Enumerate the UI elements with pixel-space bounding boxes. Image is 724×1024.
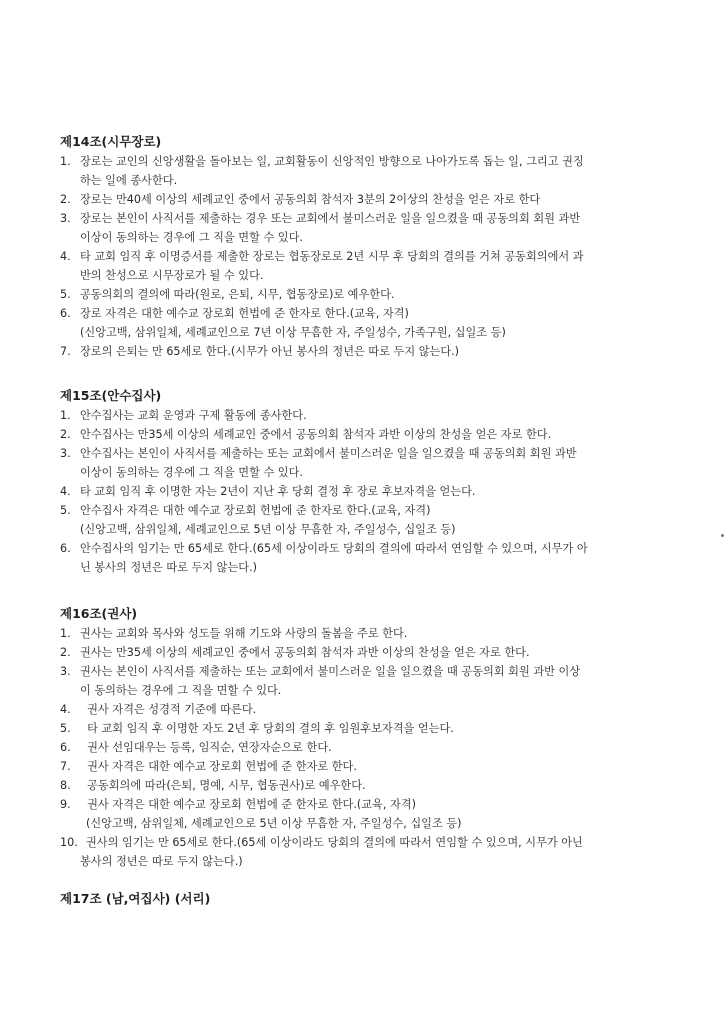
article-16 <box>60 604 700 871</box>
item-text: 안수집사는 교회 운영과 구제 활동에 종사한다. <box>80 409 307 422</box>
item-text: 안수집사 자격은 대한 예수교 장로회 헌법에 준 한자로 한다.(교육, 자격) <box>80 504 431 517</box>
item-text: 권사 자격은 대한 예수교 장로회 헌법에 준 한자로 한다. <box>80 760 357 773</box>
item-number: 7. <box>60 760 71 773</box>
item-number: 10. <box>60 836 78 849</box>
article-16-item-8 <box>60 776 700 795</box>
item-number: 6. <box>60 307 71 320</box>
item-number: 1. <box>60 627 71 640</box>
article-15-item-3 <box>60 444 700 482</box>
item-number: 5. <box>60 722 71 735</box>
item-number: 4. <box>60 703 71 716</box>
item-text: 안수집사는 본인이 사직서를 제출하는 또는 교회에서 불미스러운 일을 일으켰을 때 공동의회 회원 과반 <box>80 447 577 460</box>
article-14-item-2 <box>60 190 700 209</box>
item-text: 공동의회의 결의에 따라(원로, 은퇴, 시무, 협동장로)로 예우한다. <box>80 288 395 301</box>
item-text-continued: 이상이 동의하는 경우에 그 직을 면할 수 있다. <box>80 231 303 244</box>
item-text: 권사 자격은 대한 예수교 장로회 헌법에 준 한자로 한다.(교육, 자격) <box>80 798 416 811</box>
item-number: 3. <box>60 447 71 460</box>
article-16-item-5 <box>60 719 700 738</box>
article-15-item-5 <box>60 501 700 539</box>
article-16-item-3 <box>60 662 700 700</box>
article-16-item-2 <box>60 643 700 662</box>
item-text-continued: (신앙고백, 삼위일체, 세례교인으로 5년 이상 무흠한 자, 주일성수, 십일조 등) <box>80 523 456 536</box>
article-14-item-7 <box>60 342 700 361</box>
article-16-item-6 <box>60 738 700 757</box>
item-number: 6. <box>60 542 71 555</box>
article-14-item-4 <box>60 247 700 285</box>
item-number: 1. <box>60 409 71 422</box>
item-text: 안수집사의 임기는 만 65세로 한다.(65세 이상이라도 당회의 결의에 따라서 연임할 수 있으며, 시무가 아 <box>80 542 588 555</box>
article-17-title: 제17조 (남,여집사) (서리) <box>60 891 211 906</box>
article-14-item-1 <box>60 152 700 190</box>
item-number: 3. <box>60 212 71 225</box>
article-16-item-4 <box>60 700 700 719</box>
item-text-continued: 반의 찬성으로 시무장로가 될 수 있다. <box>80 269 264 282</box>
item-text: 권사는 교회와 목사와 성도들 위해 기도와 사랑의 돌봄을 주로 한다. <box>80 627 408 640</box>
item-text-continued: 닌 봉사의 정년은 따로 두지 않는다.) <box>80 561 258 574</box>
item-number: 4. <box>60 485 71 498</box>
item-text: 권사는 만35세 이상의 세례교인 중에서 공동의회 참석자 과반 이상의 찬성을 얻은 자로 한다. <box>80 646 530 659</box>
item-text: 안수집사는 만35세 이상의 세례교인 중에서 공동의회 참석자 과반 이상의 찬성을 얻은 자로 한다. <box>80 428 552 441</box>
article-14-item-5 <box>60 285 700 304</box>
item-text-continued: (신앙고백, 삼위일체, 세례교인으로 7년 이상 무흠한 자, 주일성수, 가족구원, 십일조 등) <box>80 326 506 339</box>
article-17 <box>60 889 700 909</box>
item-text-continued: 이 동의하는 경우에 그 직을 면할 수 있다. <box>80 684 282 697</box>
article-15-item-6 <box>60 539 700 577</box>
article-16-title: 제16조(권사) <box>60 606 138 621</box>
item-number: 7. <box>60 345 71 358</box>
article-15-item-1 <box>60 406 700 425</box>
item-number: 2. <box>60 646 71 659</box>
item-text-continued: 이상이 동의하는 경우에 그 직을 면할 수 있다. <box>80 466 303 479</box>
article-14-item-6 <box>60 304 700 342</box>
article-16-item-1 <box>60 624 700 643</box>
item-number: 4. <box>60 250 71 263</box>
item-text-continued: (신앙고백, 삼위일체, 세례교인으로 5년 이상 무흠한 자, 주일성수, 십일조 등) <box>86 817 462 830</box>
item-text-continued: 봉사의 정년은 따로 두지 않는다.) <box>80 855 243 868</box>
item-text: 장로는 만40세 이상의 세례교인 중에서 공동의회 참석자 3분의 2이상의 찬성을 얻은 자로 한다 <box>80 193 541 206</box>
article-14-item-3 <box>60 209 700 247</box>
article-15-item-4 <box>60 482 700 501</box>
item-number: 3. <box>60 665 71 678</box>
item-text: 장로는 교인의 신앙생활을 돌아보는 일, 교회활동이 신앙적인 방향으로 나아가도록 돕는 일, 그리고 권징 <box>80 155 584 168</box>
item-text-continued: 하는 일에 종사한다. <box>80 174 178 187</box>
item-number: 5. <box>60 288 71 301</box>
item-text: 권사는 본인이 사직서를 제출하는 또는 교회에서 불미스러운 일을 일으켰을 때 공동의회 회원 과반 이상 <box>80 665 581 678</box>
item-number: 5. <box>60 504 71 517</box>
item-text: 장로 자격은 대한 예수교 장로회 헌법에 준 한자로 한다.(교육, 자격) <box>80 307 409 320</box>
article-15 <box>60 386 700 577</box>
item-text: 장로는 본인이 사직서를 제출하는 경우 또는 교회에서 불미스러운 일을 일으켰을 때 공동의회 회원 과반 <box>80 212 581 225</box>
item-text: 타 교회 임직 후 이명한 자도 2년 후 당회의 결의 후 임원후보자격을 얻는다. <box>80 722 454 735</box>
item-text: 타 교회 임직 후 이명증서를 제출한 장로는 협동장로로 2년 시무 후 당회의 결의를 거쳐 공동회의에서 과 <box>80 250 584 263</box>
item-number: 1. <box>60 155 71 168</box>
item-number: 9. <box>60 798 71 811</box>
item-number: 6. <box>60 741 71 754</box>
article-15-item-2 <box>60 425 700 444</box>
item-text: 권사 자격은 성경적 기준에 따른다. <box>80 703 257 716</box>
item-text: 권사의 임기는 만 65세로 한다.(65세 이상이라도 당회의 결의에 따라서 연임할 수 있으며, 시무가 아닌 <box>86 836 583 849</box>
article-16-item-7 <box>60 757 700 776</box>
article-15-title: 제15조(안수집사) <box>60 388 162 403</box>
item-text: 공동회의에 따라(은퇴, 명예, 시무, 협동권사)로 예우한다. <box>80 779 366 792</box>
item-text: 권사 선임대우는 등록, 임직순, 연장자순으로 한다. <box>80 741 332 754</box>
article-16-item-10 <box>60 833 700 871</box>
item-number: 2. <box>60 193 71 206</box>
item-text: 장로의 은퇴는 만 65세로 한다.(시무가 아닌 봉사의 정년은 따로 두지 않는다.) <box>80 345 460 358</box>
article-14 <box>60 132 700 361</box>
item-number: 2. <box>60 428 71 441</box>
article-14-title: 제14조(시무장로) <box>60 134 162 149</box>
article-16-item-9 <box>60 795 700 833</box>
item-number: 8. <box>60 779 71 792</box>
item-text: 타 교회 임직 후 이명한 자는 2년이 지난 후 당회 결정 후 장로 후보자격을 얻는다. <box>80 485 476 498</box>
